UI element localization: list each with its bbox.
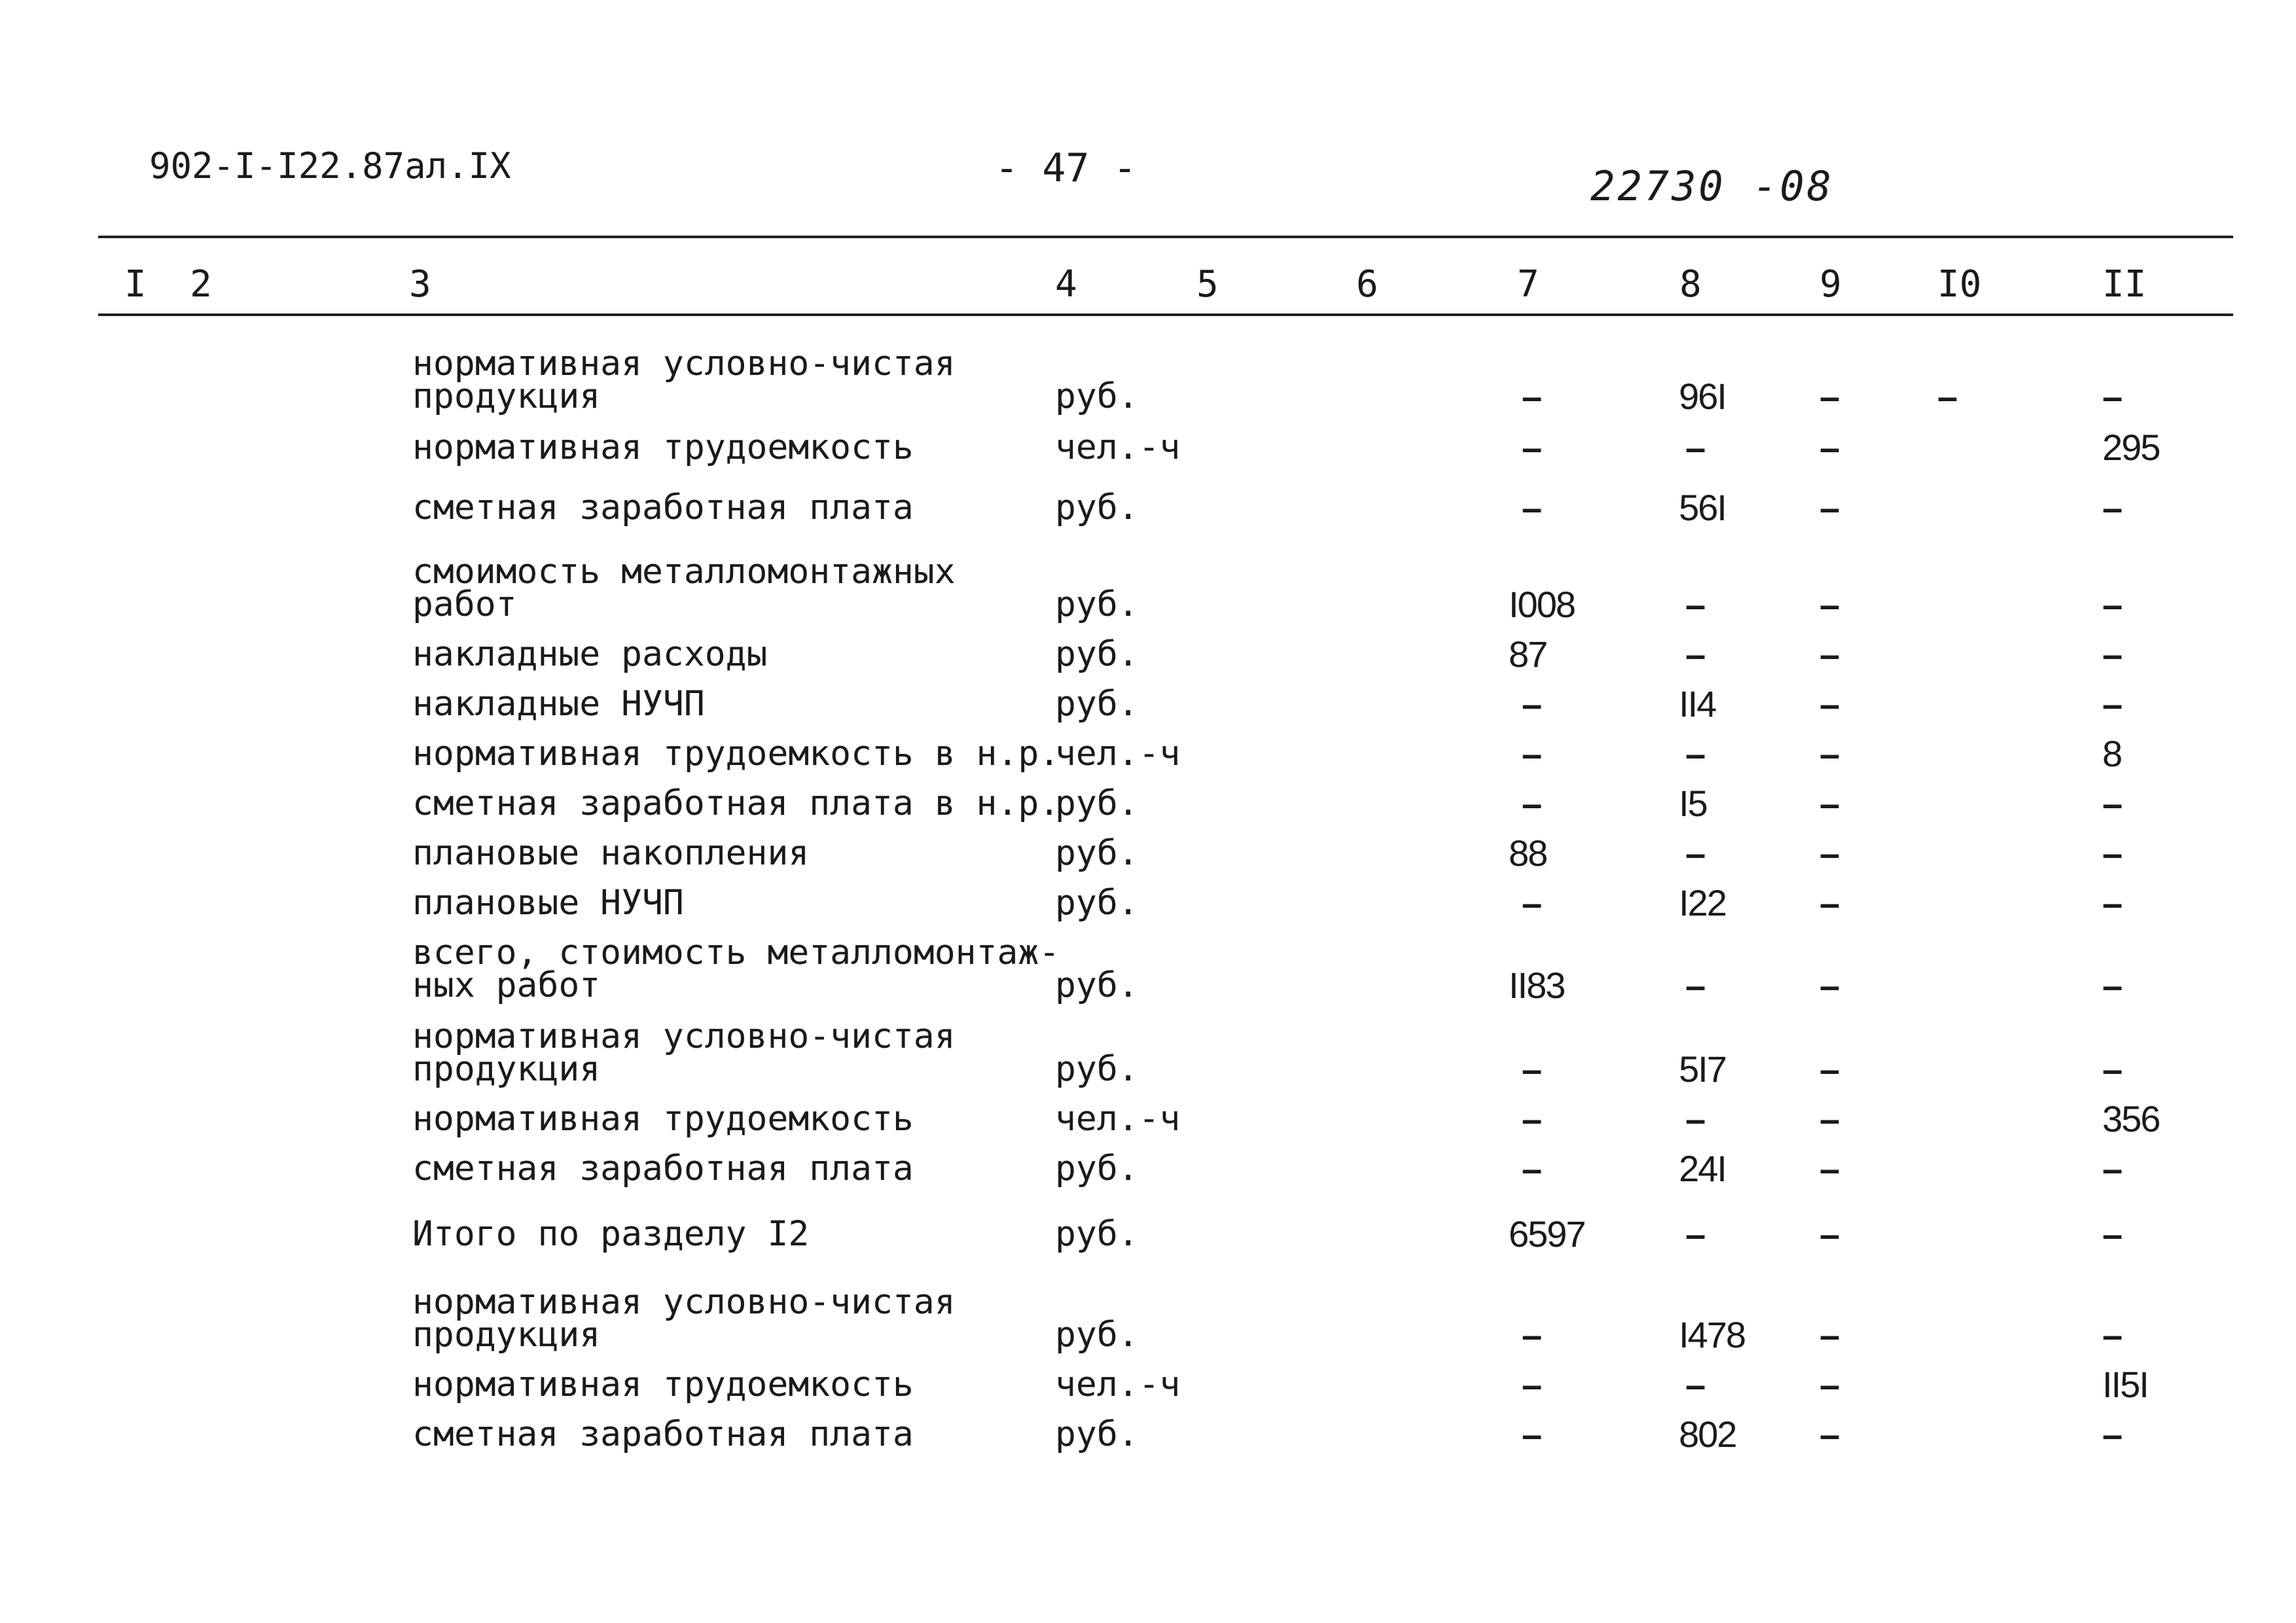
unit-cell: руб.: [1055, 1414, 1139, 1454]
value-cell-col-11: –: [2102, 1414, 2122, 1455]
column-header-4: 4: [1055, 263, 1077, 306]
value-cell-col-11: –: [2102, 487, 2122, 528]
unit-cell: руб.: [1055, 488, 1139, 527]
value-cell-col-8: –: [1685, 1098, 1705, 1139]
value-cell-col-7: 87: [1509, 633, 1547, 675]
value-cell-col-11: –: [2102, 1314, 2122, 1355]
unit-cell: чел.-ч: [1055, 1099, 1181, 1139]
value-cell-col-8: I478: [1679, 1314, 1745, 1355]
value-cell-col-7: 88: [1509, 832, 1547, 874]
value-cell-col-11: –: [2102, 376, 2122, 417]
unit-cell: руб.: [1055, 684, 1139, 724]
unit-cell: руб.: [1055, 584, 1139, 624]
unit-cell: руб.: [1055, 1049, 1139, 1089]
value-cell-col-7: –: [1522, 1048, 1541, 1090]
value-cell-col-7: –: [1522, 1098, 1541, 1139]
row-label: сметная заработная плата в н.р.: [412, 783, 1060, 823]
unit-cell: руб.: [1055, 376, 1139, 416]
value-cell-col-9: –: [1820, 683, 1839, 724]
value-cell-col-9: –: [1820, 633, 1839, 675]
value-cell-col-8: I22: [1679, 882, 1726, 923]
value-cell-col-9: –: [1820, 1048, 1839, 1090]
row-label: работ: [412, 584, 517, 624]
value-cell-col-9: –: [1820, 733, 1839, 774]
value-cell-col-11: –: [2102, 882, 2122, 923]
document-code: 902-I-I22.87ал.IX: [149, 145, 511, 187]
value-cell-col-7: –: [1522, 1364, 1541, 1405]
column-header-6: 6: [1356, 263, 1378, 306]
row-label: сметная заработная плата: [412, 488, 914, 527]
unit-cell: руб.: [1055, 1315, 1139, 1355]
value-cell-col-8: 5I7: [1679, 1048, 1726, 1090]
row-label: нормативная условно-чистая: [412, 344, 956, 383]
row-label: нормативная условно-чистая: [412, 1016, 956, 1056]
value-cell-col-7: –: [1522, 733, 1541, 774]
value-cell-col-8: II4: [1679, 683, 1716, 724]
column-header-2: 2: [190, 263, 212, 306]
value-cell-col-9: –: [1820, 1314, 1839, 1355]
row-label: сметная заработная плата: [412, 1414, 914, 1454]
row-label: нормативная условно-чистая: [412, 1282, 956, 1322]
value-cell-col-11: –: [2102, 1148, 2122, 1189]
unit-cell: руб.: [1055, 965, 1139, 1005]
value-cell-col-8: –: [1685, 584, 1705, 625]
row-label: накладные НУЧП: [412, 684, 705, 724]
value-cell-col-8: –: [1685, 633, 1705, 675]
unit-cell: руб.: [1055, 783, 1139, 823]
unit-cell: руб.: [1055, 883, 1139, 923]
column-header-1: I: [124, 263, 147, 306]
unit-cell: чел.-ч: [1055, 1364, 1181, 1404]
row-label: нормативная трудоемкость в н.р.: [412, 734, 1060, 774]
row-label: нормативная трудоемкость: [412, 427, 914, 467]
value-cell-col-7: II83: [1509, 965, 1565, 1006]
column-header-8: 8: [1679, 263, 1702, 306]
value-cell-col-9: –: [1820, 1364, 1839, 1405]
value-cell-col-9: –: [1820, 1148, 1839, 1189]
row-label: нормативная трудоемкость: [412, 1099, 914, 1139]
value-cell-col-11: II5I: [2102, 1364, 2148, 1405]
unit-cell: руб.: [1055, 634, 1139, 674]
row-label: смоимость металломонтажных: [412, 552, 956, 592]
value-cell-col-7: –: [1522, 783, 1541, 824]
value-cell-col-9: –: [1820, 965, 1839, 1006]
value-cell-col-11: –: [2102, 965, 2122, 1006]
value-cell-col-8: –: [1685, 832, 1705, 874]
value-cell-col-10: –: [1937, 376, 1957, 417]
value-cell-col-7: –: [1522, 882, 1541, 923]
value-cell-col-9: –: [1820, 1098, 1839, 1139]
value-cell-col-11: –: [2102, 584, 2122, 625]
unit-cell: руб.: [1055, 1214, 1139, 1254]
row-label: всего, стоимость металломонтаж-: [412, 933, 1060, 972]
value-cell-col-7: –: [1522, 376, 1541, 417]
value-cell-col-8: –: [1685, 965, 1705, 1006]
value-cell-col-7: I008: [1509, 584, 1575, 625]
value-cell-col-11: 356: [2102, 1098, 2160, 1139]
row-label: продукция: [412, 1049, 601, 1089]
column-header-10: I0: [1937, 263, 1982, 306]
unit-cell: руб.: [1055, 1149, 1139, 1188]
value-cell-col-8: –: [1685, 1213, 1705, 1255]
row-label: плановые накопления: [412, 833, 810, 873]
value-cell-col-8: –: [1685, 427, 1705, 468]
value-cell-col-7: –: [1522, 1148, 1541, 1189]
value-cell-col-9: –: [1820, 832, 1839, 874]
value-cell-col-8: –: [1685, 733, 1705, 774]
row-label: продукция: [412, 1315, 601, 1355]
value-cell-col-11: –: [2102, 832, 2122, 874]
value-cell-col-9: –: [1820, 1213, 1839, 1255]
column-header-7: 7: [1517, 263, 1539, 306]
value-cell-col-9: –: [1820, 427, 1839, 468]
value-cell-col-8: 56I: [1679, 487, 1726, 528]
value-cell-col-11: –: [2102, 1048, 2122, 1090]
value-cell-col-8: 802: [1679, 1414, 1736, 1455]
value-cell-col-9: –: [1820, 487, 1839, 528]
value-cell-col-7: –: [1522, 427, 1541, 468]
document-number: 22730 -08: [1590, 162, 1834, 210]
row-label: Итого по разделу I2: [412, 1214, 810, 1254]
value-cell-col-9: –: [1820, 882, 1839, 923]
value-cell-col-9: –: [1820, 584, 1839, 625]
value-cell-col-7: –: [1522, 1414, 1541, 1455]
value-cell-col-11: 8: [2102, 733, 2122, 774]
value-cell-col-7: 6597: [1509, 1213, 1585, 1255]
row-label: накладные расходы: [412, 634, 768, 674]
value-cell-col-8: –: [1685, 1364, 1705, 1405]
row-label: ных работ: [412, 965, 601, 1005]
value-cell-col-11: –: [2102, 1213, 2122, 1255]
value-cell-col-7: –: [1522, 1314, 1541, 1355]
unit-cell: чел.-ч: [1055, 734, 1181, 774]
value-cell-col-8: I5: [1679, 783, 1707, 824]
value-cell-col-9: –: [1820, 1414, 1839, 1455]
row-label: сметная заработная плата: [412, 1149, 914, 1188]
row-label: плановые НУЧП: [412, 883, 684, 923]
unit-cell: руб.: [1055, 833, 1139, 873]
value-cell-col-8: 96I: [1679, 376, 1726, 417]
value-cell-col-7: –: [1522, 683, 1541, 724]
value-cell-col-11: –: [2102, 783, 2122, 824]
table-header-rule: [98, 313, 2233, 316]
row-label: продукция: [412, 376, 601, 416]
row-label: нормативная трудоемкость: [412, 1364, 914, 1404]
value-cell-col-7: –: [1522, 487, 1541, 528]
column-header-9: 9: [1820, 263, 1842, 306]
value-cell-col-9: –: [1820, 783, 1839, 824]
column-header-11: II: [2102, 263, 2147, 306]
value-cell-col-11: –: [2102, 683, 2122, 724]
value-cell-col-9: –: [1820, 376, 1839, 417]
column-header-5: 5: [1196, 263, 1219, 306]
value-cell-col-8: 24I: [1679, 1148, 1726, 1189]
value-cell-col-11: 295: [2102, 427, 2160, 468]
page-number: - 47 -: [995, 145, 1137, 191]
table-top-rule: [98, 236, 2233, 238]
value-cell-col-11: –: [2102, 633, 2122, 675]
column-header-3: 3: [409, 263, 431, 306]
unit-cell: чел.-ч: [1055, 427, 1181, 467]
